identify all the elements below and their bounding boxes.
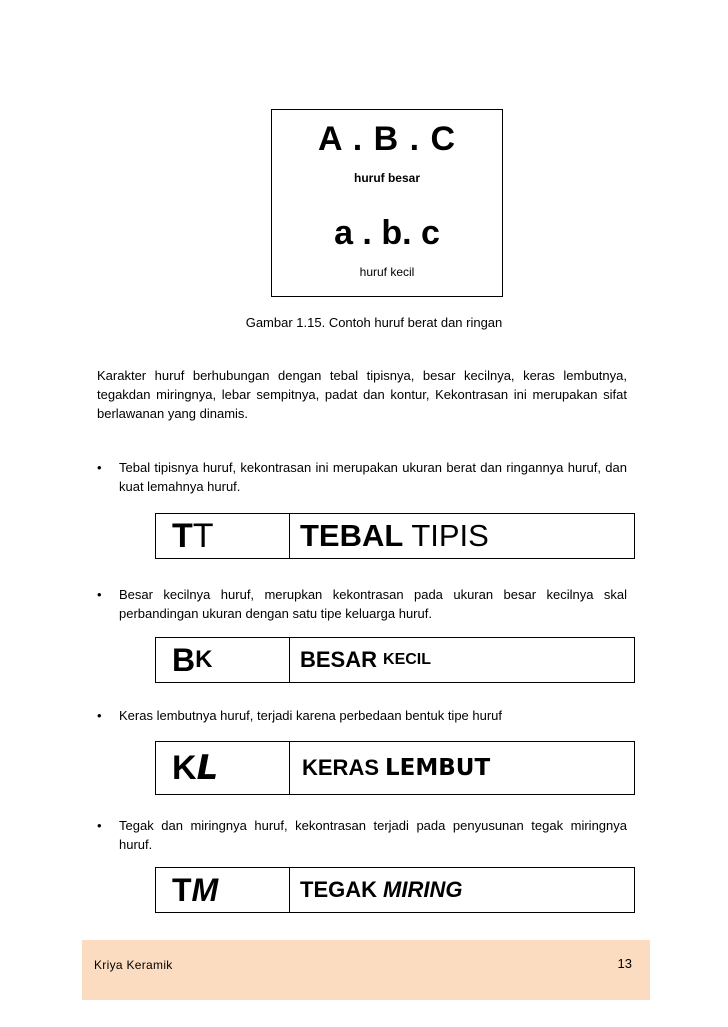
example-letter-soft: L: [196, 748, 219, 788]
example-letter-thin: T: [192, 516, 214, 555]
example-word-hard: KERAS: [302, 755, 380, 780]
example-table-upright-italic: [155, 867, 635, 913]
example-word-upright: TEGAK: [300, 877, 377, 902]
page-number: 13: [617, 956, 632, 971]
bullet-dot: •: [97, 708, 102, 723]
bullet-dot: •: [97, 587, 102, 602]
example-word-large: BESAR: [300, 647, 378, 672]
example-letter-large: B: [172, 641, 196, 678]
example-word-thick: TEBAL: [300, 518, 404, 553]
example-letter-italic: M: [191, 871, 219, 908]
page-footer: [82, 940, 650, 1000]
bullet-large-small: [97, 585, 627, 623]
example-table-hard-soft: [155, 741, 635, 795]
figure-box: [271, 109, 503, 297]
example-word-soft: LEMBUT: [385, 755, 491, 781]
lowercase-sample: a . b. c: [334, 214, 440, 252]
uppercase-sample: A . B . C: [317, 120, 457, 158]
bullet-text: Keras lembutnya huruf, terjadi karena perbedaan bentuk tipe huruf: [119, 708, 503, 723]
figure-caption: Gambar 1.15. Contoh huruf berat dan ringan: [245, 315, 503, 330]
bullet-dot: •: [97, 818, 102, 833]
example-letter-thick: T: [172, 516, 193, 555]
example-left-cell: [156, 638, 290, 682]
example-table-large-small: [155, 637, 635, 683]
example-letter-upright: T: [172, 871, 192, 908]
example-word-italic: MIRING: [383, 877, 463, 902]
bullet-dot: •: [97, 460, 102, 475]
example-right-cell: [290, 868, 634, 912]
example-left-cell: [156, 742, 290, 794]
bullet-hard-soft: [97, 706, 627, 725]
example-right-cell: [290, 514, 634, 558]
example-word-thin: TIPIS: [411, 518, 489, 553]
example-word-small: KECIL: [383, 651, 432, 668]
example-table-thick-thin: [155, 513, 635, 559]
example-right-cell: [290, 742, 634, 794]
bullet-text: Tegak dan miringnya huruf, kekontrasan terjadi pada penyusunan tegak miringnya huruf.: [119, 818, 627, 852]
book-title: Kriya Keramik: [94, 958, 173, 972]
bullet-text: Besar kecilnya huruf, merupkan kekontrasan pada ukuran besar kecilnya skal perbandingan ukuran dengan satu tipe keluarga huruf.: [119, 587, 627, 621]
bullet-upright-italic: [97, 816, 627, 854]
lowercase-caption: huruf kecil: [359, 265, 415, 279]
example-letter-small: K: [195, 646, 213, 673]
example-letter-hard: K: [172, 748, 197, 787]
uppercase-caption: huruf besar: [353, 171, 420, 185]
example-right-cell: [290, 638, 634, 682]
example-left-cell: [156, 868, 290, 912]
bullet-text: Tebal tipisnya huruf, kekontrasan ini merupakan ukuran berat dan ringannya huruf, dan kuat lemahnya huruf.: [119, 460, 627, 494]
bullet-thick-thin: [97, 458, 627, 496]
intro-paragraph: Karakter huruf berhubungan dengan tebal tipisnya, besar kecilnya, keras lembutnya, tegakdan miringnya, lebar sempitnya, padat dan kontur, Kekontrasan ini merupakan sifat berlawanan yang dinamis.: [97, 368, 627, 421]
example-left-cell: [156, 514, 290, 558]
